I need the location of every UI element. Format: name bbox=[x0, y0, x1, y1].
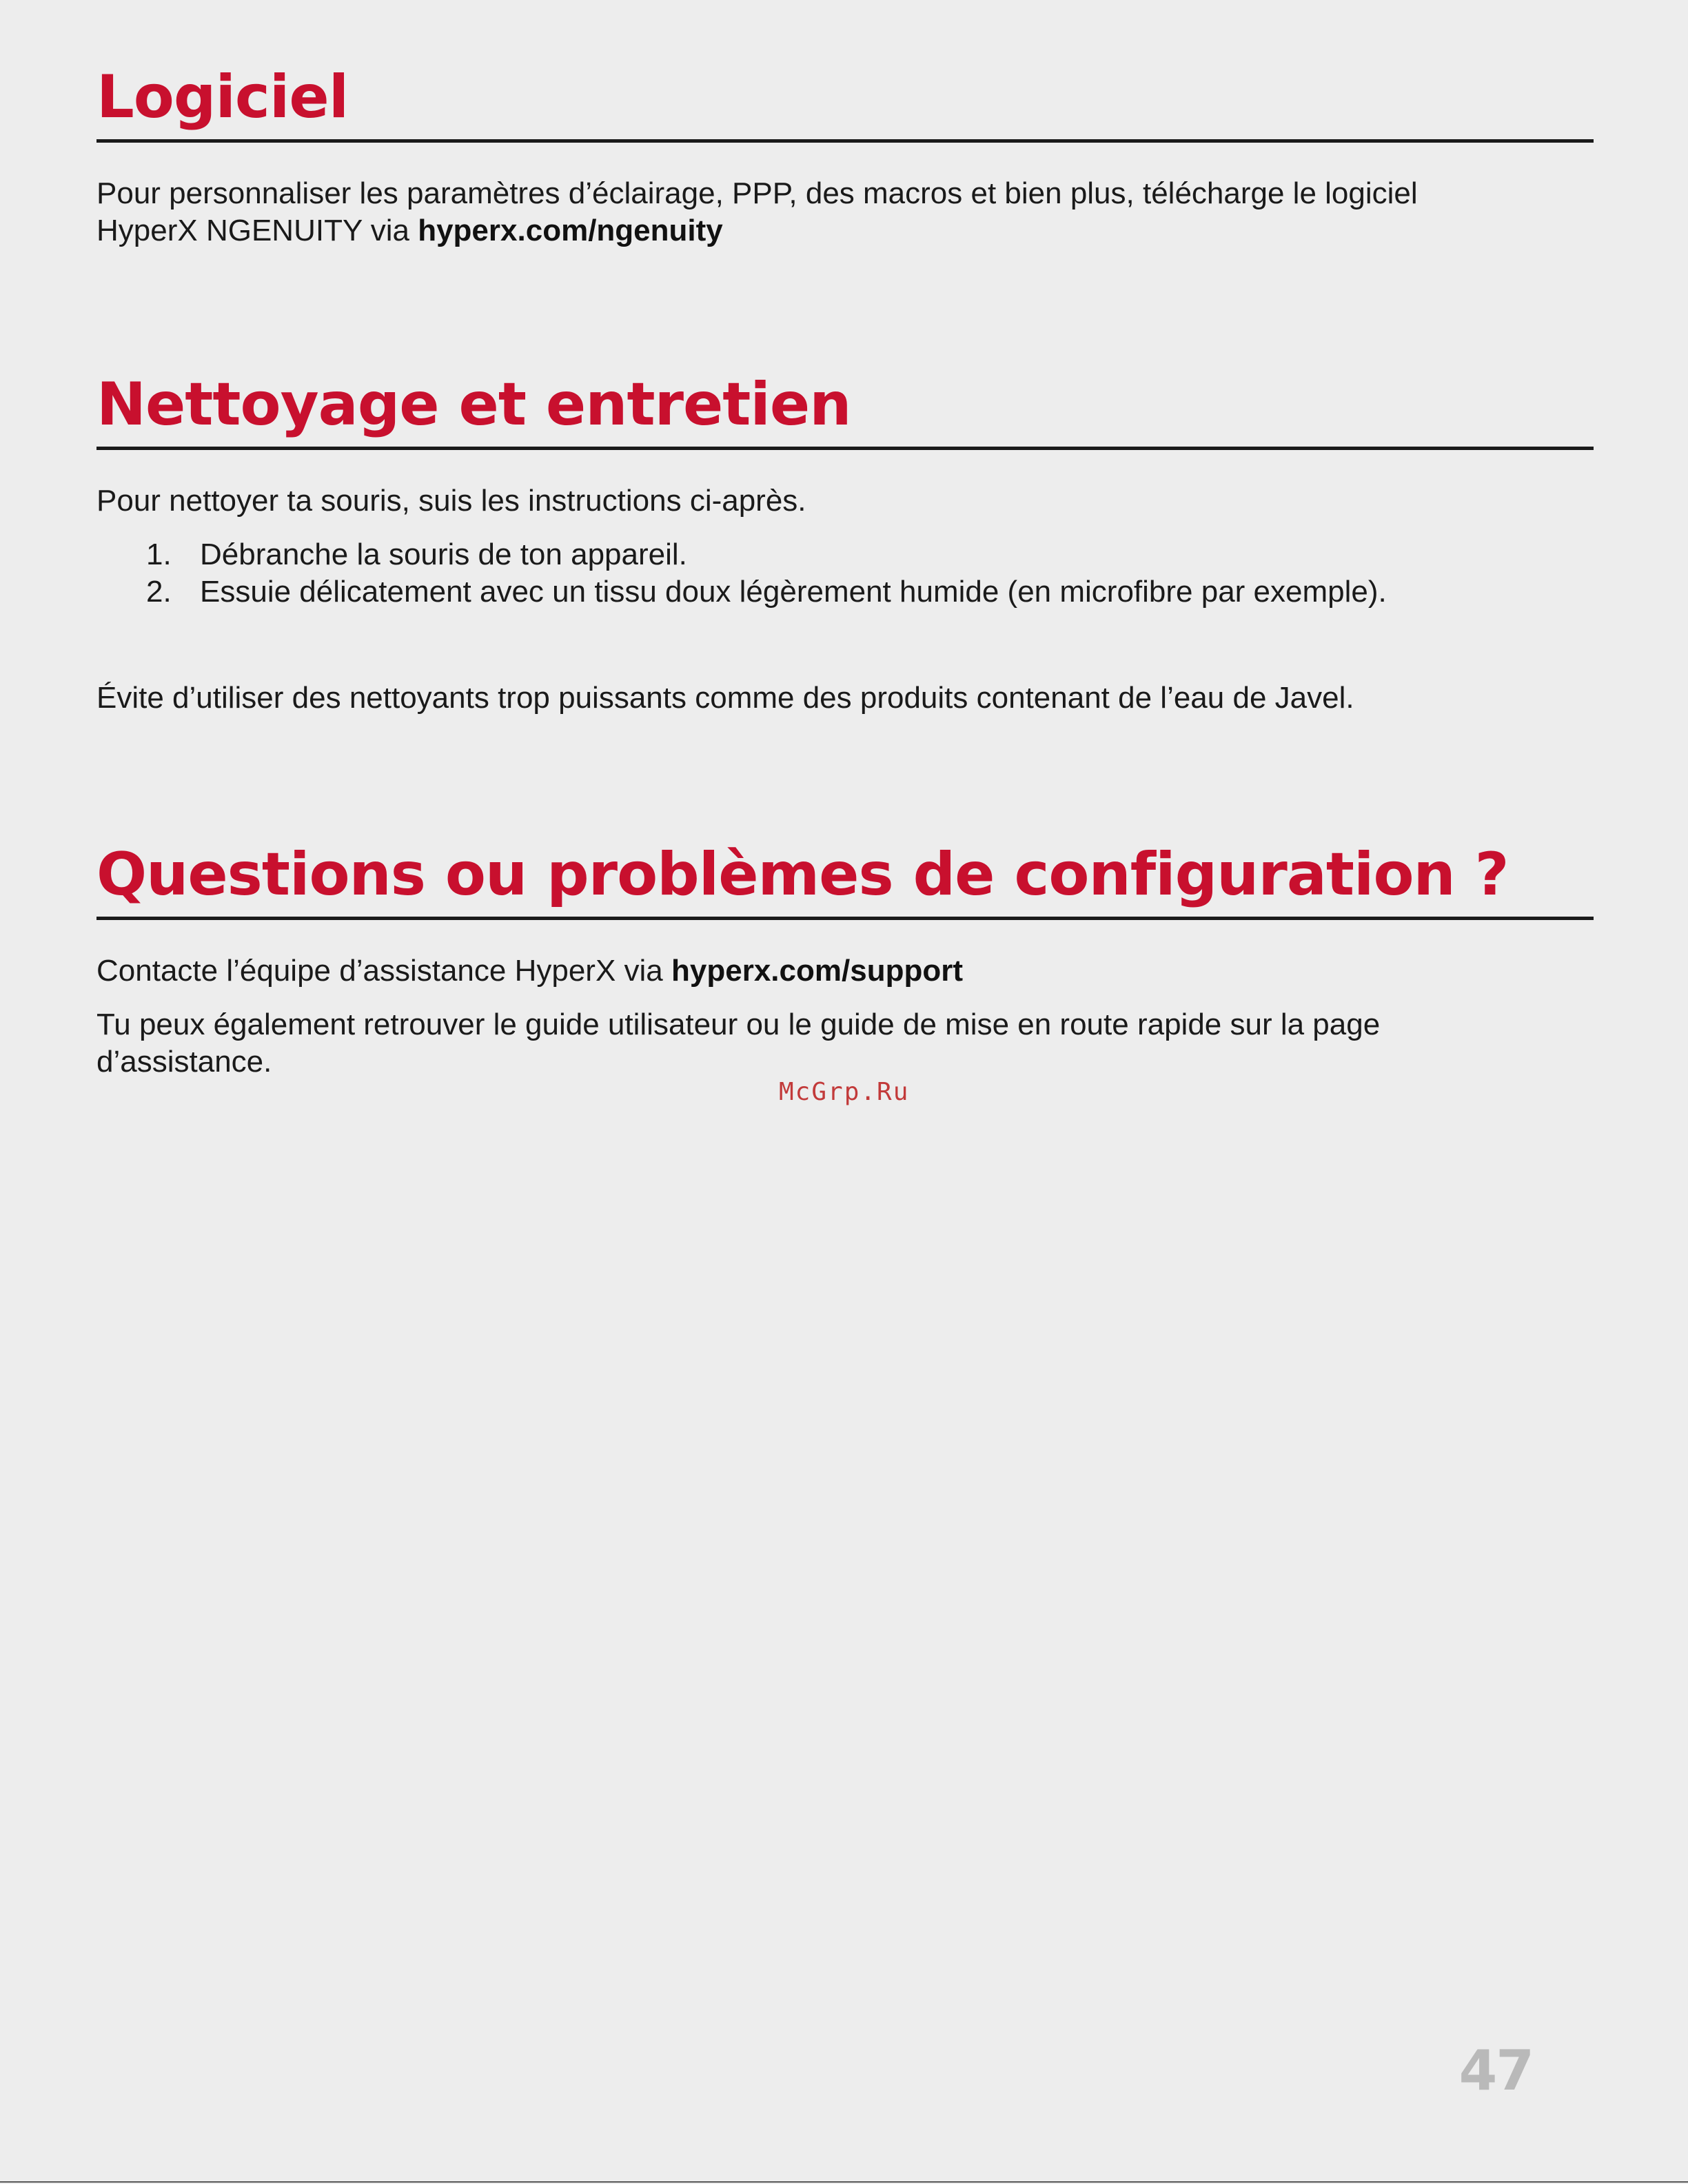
section-divider bbox=[96, 447, 1594, 450]
cleaning-intro: Pour nettoyer ta souris, suis les instructions ci-après. bbox=[96, 484, 806, 518]
section-title-software: Logiciel bbox=[96, 63, 349, 132]
section-support bbox=[96, 840, 1594, 1081]
bottom-edge-line bbox=[0, 2181, 1688, 2183]
watermark: McGrp.Ru bbox=[779, 1078, 910, 1106]
ngenuity-link[interactable]: hyperx.com/ngenuity bbox=[418, 214, 723, 247]
support-contact-text: Contacte l’équipe d’assistance HyperX via bbox=[96, 954, 672, 988]
cleaning-warning: Évite d’utiliser des nettoyants trop puissants comme des produits contenant de l’eau de Javel. bbox=[96, 681, 1354, 715]
support-guide-paragraph bbox=[96, 1006, 1594, 1081]
list-item bbox=[96, 536, 1594, 573]
section-title-cleaning: Nettoyage et entretien bbox=[96, 370, 851, 439]
step-text: Débranche la souris de ton appareil. bbox=[200, 538, 687, 571]
cleaning-steps-list bbox=[96, 536, 1594, 611]
section-divider bbox=[96, 917, 1594, 920]
section-software bbox=[96, 63, 1594, 249]
section-cleaning bbox=[96, 370, 1594, 717]
list-item bbox=[96, 573, 1594, 611]
support-contact bbox=[96, 952, 1594, 990]
support-guide-line1: Tu peux également retrouver le guide utilisateur ou le guide de mise en route rapide sur la page bbox=[96, 1008, 1381, 1041]
step-text: Essuie délicatement avec un tissu doux légèrement humide (en microfibre par exemple). bbox=[200, 575, 1387, 609]
step-number: 1. bbox=[146, 538, 172, 571]
page-number: 47 bbox=[1458, 2039, 1533, 2103]
software-paragraph bbox=[96, 175, 1594, 249]
software-text-line2: HyperX NGENUITY via bbox=[96, 214, 418, 247]
section-divider bbox=[96, 139, 1594, 143]
section-title-support: Questions ou problèmes de configuration ? bbox=[96, 840, 1509, 909]
support-guide-line2: d’assistance. bbox=[96, 1045, 272, 1079]
support-link[interactable]: hyperx.com/support bbox=[671, 954, 963, 988]
step-number: 2. bbox=[146, 575, 172, 609]
software-text-line1: Pour personnaliser les paramètres d’éclairage, PPP, des macros et bien plus, télécharge le logiciel bbox=[96, 176, 1418, 210]
